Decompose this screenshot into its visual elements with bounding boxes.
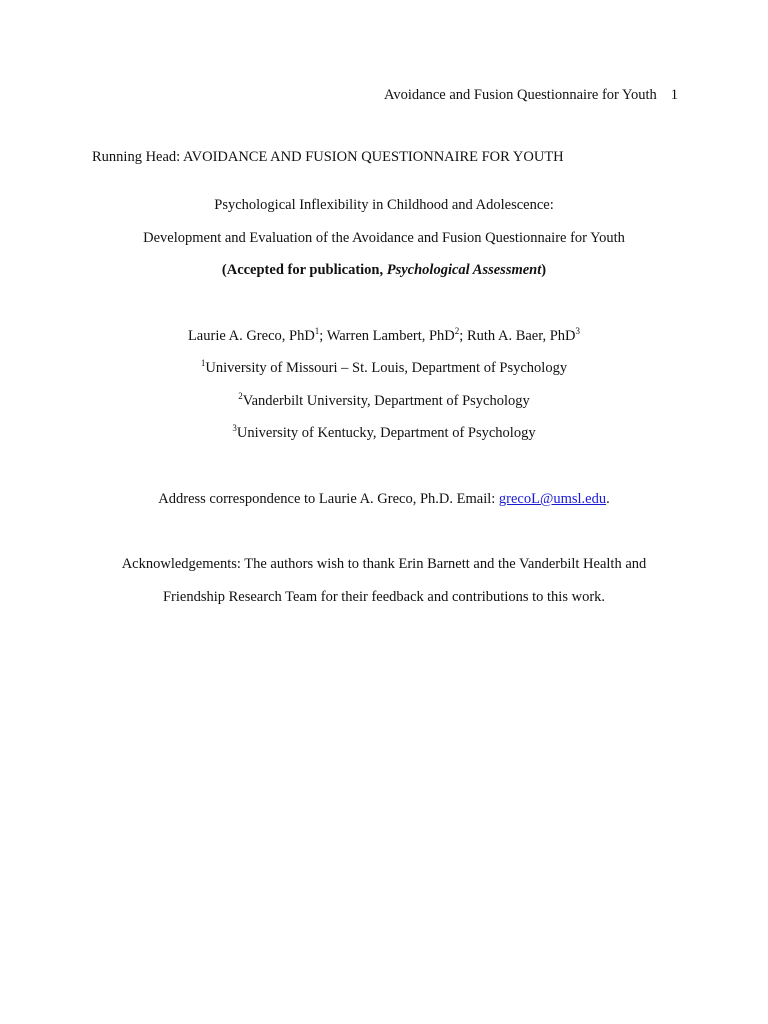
- acknowledgements-line-2: Friendship Research Team for their feedback and contributions to this work.: [162, 589, 606, 605]
- affiliation-mark: 2: [238, 391, 243, 401]
- status-prefix: Accepted for publication,: [226, 262, 387, 278]
- email-link[interactable]: grecoL@umsl.edu: [498, 491, 607, 507]
- affiliation-text: Vanderbilt University, Department of Psychology: [242, 393, 530, 409]
- author-name: Warren Lambert, PhD: [326, 328, 455, 344]
- author-list: [0, 327, 768, 345]
- title-line-1: Psychological Inflexibility in Childhood and Adolescence:: [214, 197, 554, 213]
- correspondence: [0, 490, 768, 508]
- author-name: Ruth A. Baer, PhD: [466, 328, 576, 344]
- journal-name: Psychological Assessment: [386, 262, 542, 278]
- title-line-2: Development and Evaluation of the Avoidance and Fusion Questionnaire for Youth: [143, 230, 625, 246]
- author-affiliation-mark: 2: [454, 326, 460, 336]
- author-name: Laurie A. Greco, PhD: [187, 328, 315, 344]
- affiliation-mark: 3: [232, 423, 237, 433]
- affiliation-2: [0, 392, 768, 410]
- running-head: Running Head: AVOIDANCE AND FUSION QUESTIONNAIRE FOR YOUTH: [92, 149, 564, 165]
- author-affiliation-mark: 3: [575, 326, 581, 336]
- acknowledgements-line-1: Acknowledgements: The authors wish to thank Erin Barnett and the Vanderbilt Health and: [121, 556, 647, 572]
- page-number: 1: [670, 87, 678, 103]
- affiliation-3: [0, 424, 768, 442]
- affiliation-mark: 1: [200, 358, 206, 368]
- author-affiliation-mark: 1: [314, 326, 320, 336]
- correspondence-text: Address correspondence to Laurie A. Greco, Ph.D. Email:: [158, 491, 499, 507]
- correspondence-suffix: .: [606, 491, 610, 507]
- affiliation-1: [0, 359, 768, 377]
- header-short-title: Avoidance and Fusion Questionnaire for Youth: [383, 87, 657, 103]
- affiliation-text: University of Kentucky, Department of Psychology: [236, 425, 536, 441]
- page-header: [384, 86, 678, 104]
- affiliation-text: University of Missouri – St. Louis, Department of Psychology: [205, 360, 568, 376]
- publication-status: (Accepted for publication, Psychological Assessment): [221, 262, 547, 278]
- author-separator: ;: [319, 328, 327, 344]
- author-separator: ;: [459, 328, 467, 344]
